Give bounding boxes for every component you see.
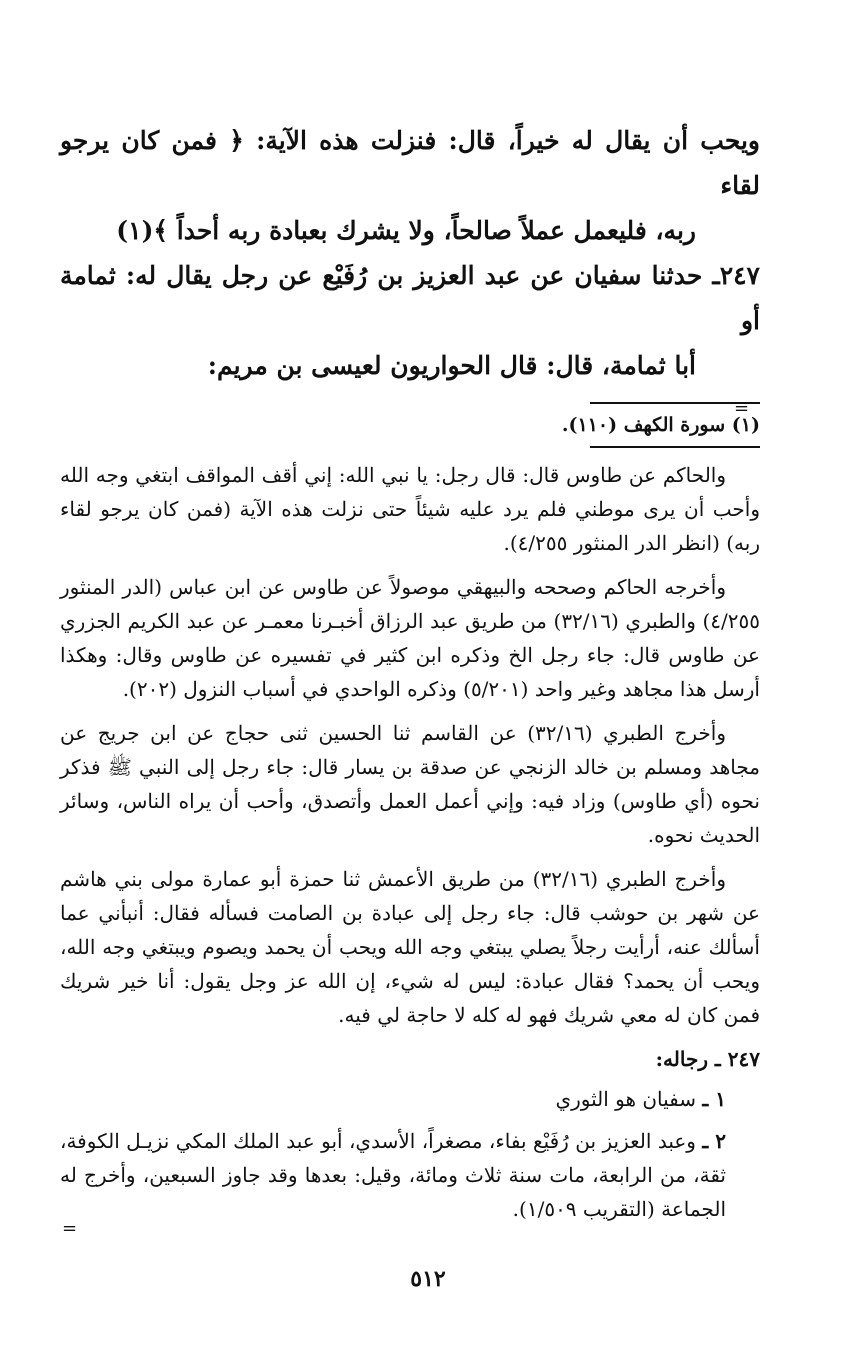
- rijal-item-text: وعبد العزيز بن رُفَيْع بفاء، مصغراً، الأسدي، أبو عبد الملك المكي نزيـل الكوفة، ثقة، من الرابعة، مات سنة ثلاث ومائة، وقيل: بعدها وقد جاوز السبعين، وأخرج له الجماعة (التقريب ١/٥٠٩).: [60, 1129, 726, 1221]
- hadith-text: ـ حدثنا سفيان عن عبد العزيز بن رُفَيْع عن رجل يقال له: ثمامة أو: [60, 261, 760, 335]
- rijal-item-1: [60, 1082, 760, 1116]
- continuation-marker-bottom: =: [62, 1218, 78, 1239]
- hadith-247: [60, 253, 760, 343]
- continuation-marker-top: =: [734, 398, 750, 419]
- footnote-1: (١) سورة الكهف (١١٠).: [561, 414, 760, 436]
- rijal-item-2: [60, 1124, 760, 1226]
- rijal-item-number: ٢ ـ: [702, 1129, 727, 1153]
- commentary-paragraph-2: وأخرجه الحاكم وصححه والبيهقي موصولاً عن طاوس عن ابن عباس (الدر المنثور ٤/٢٥٥) والطبري (٣٢/١٦) من طريق عبد الرزاق أخبـرنا معمـر عن عبد الكريم الجزري عن طاوس قال: جاء رجل الخ وذكره ابن كثير في تفسيره عن طاوس وقال: وهكذا أرسل هذا مجاهد وغير واحد (٥/٢٠١) وذكره الواحدي في أسباب النزول (٢٠٢).: [60, 575, 760, 701]
- rijal-title: ٢٤٧ ـ رجاله:: [655, 1047, 760, 1071]
- footnote: [60, 410, 760, 440]
- main-line-1: ويحب أن يقال له خيراً، قال: فنزلت هذه الآية: ﴿ فمن كان يرجو لقاء: [60, 126, 760, 200]
- main-text: [60, 118, 760, 388]
- commentary: [60, 458, 760, 1032]
- commentary-paragraph-3: وأخرج الطبري (٣٢/١٦) عن القاسم ثنا الحسين ثنى حجاج عن ابن جريج عن مجاهد ومسلم بن خالد الزنجي عن صدقة بن يسار قال: جاء رجل إلى النبي ﷺ فذكر نحوه (أي طاوس) وزاد فيه: وإني أعمل العمل وأتصدق، وأحب أن يراه الناس، وسائر الحديث نحوه.: [60, 721, 760, 847]
- footnote-rule-bottom: [590, 446, 760, 448]
- rijal-item-number: ١ ـ: [702, 1087, 726, 1111]
- page-body: [60, 118, 760, 1234]
- hadith-continuation: أبا ثمامة، قال: قال الحواريون لعيسى بن مريم:: [207, 351, 696, 380]
- rijal-item-text: سفيان هو الثوري: [555, 1087, 697, 1111]
- hadith-number: ٢٤٧: [719, 261, 760, 290]
- commentary-paragraph-1: والحاكم عن طاوس قال: قال رجل: يا نبي الله: إني أقف المواقف ابتغي وجه الله وأحب أن يرى موطني فلم يرد عليه شيئاً حتى نزلت هذه الآية (فمن كان يرجو لقاء ربه) (انظر الدر المنثور ٤/٢٥٥).: [60, 463, 760, 555]
- page-number: ٥١٢: [410, 1266, 446, 1292]
- commentary-paragraph-4: وأخرج الطبري (٣٢/١٦) من طريق الأعمش ثنا حمزة أبو عمارة مولى بني هاشم عن شهر بن حوشب قال: جاء رجل إلى عبادة بن الصامت فسأله فقال: أنبأني عما أسألك عنه، أرأيت رجلاً يصلي يبتغي وجه الله ويحب أن يحمد ويصوم ويبتغي وجه الله، ويحب أن يحمد؟ فقال عبادة: ليس له شيء، إن الله عز وجل يقول: أنا خير شريك فمن كان له معي شريك فهو له كله لا حاجة لي فيه.: [60, 867, 760, 1027]
- main-line-2: ربه، فليعمل عملاً صالحاً، ولا يشرك بعبادة ربه أحداً ﴾(١): [116, 216, 696, 245]
